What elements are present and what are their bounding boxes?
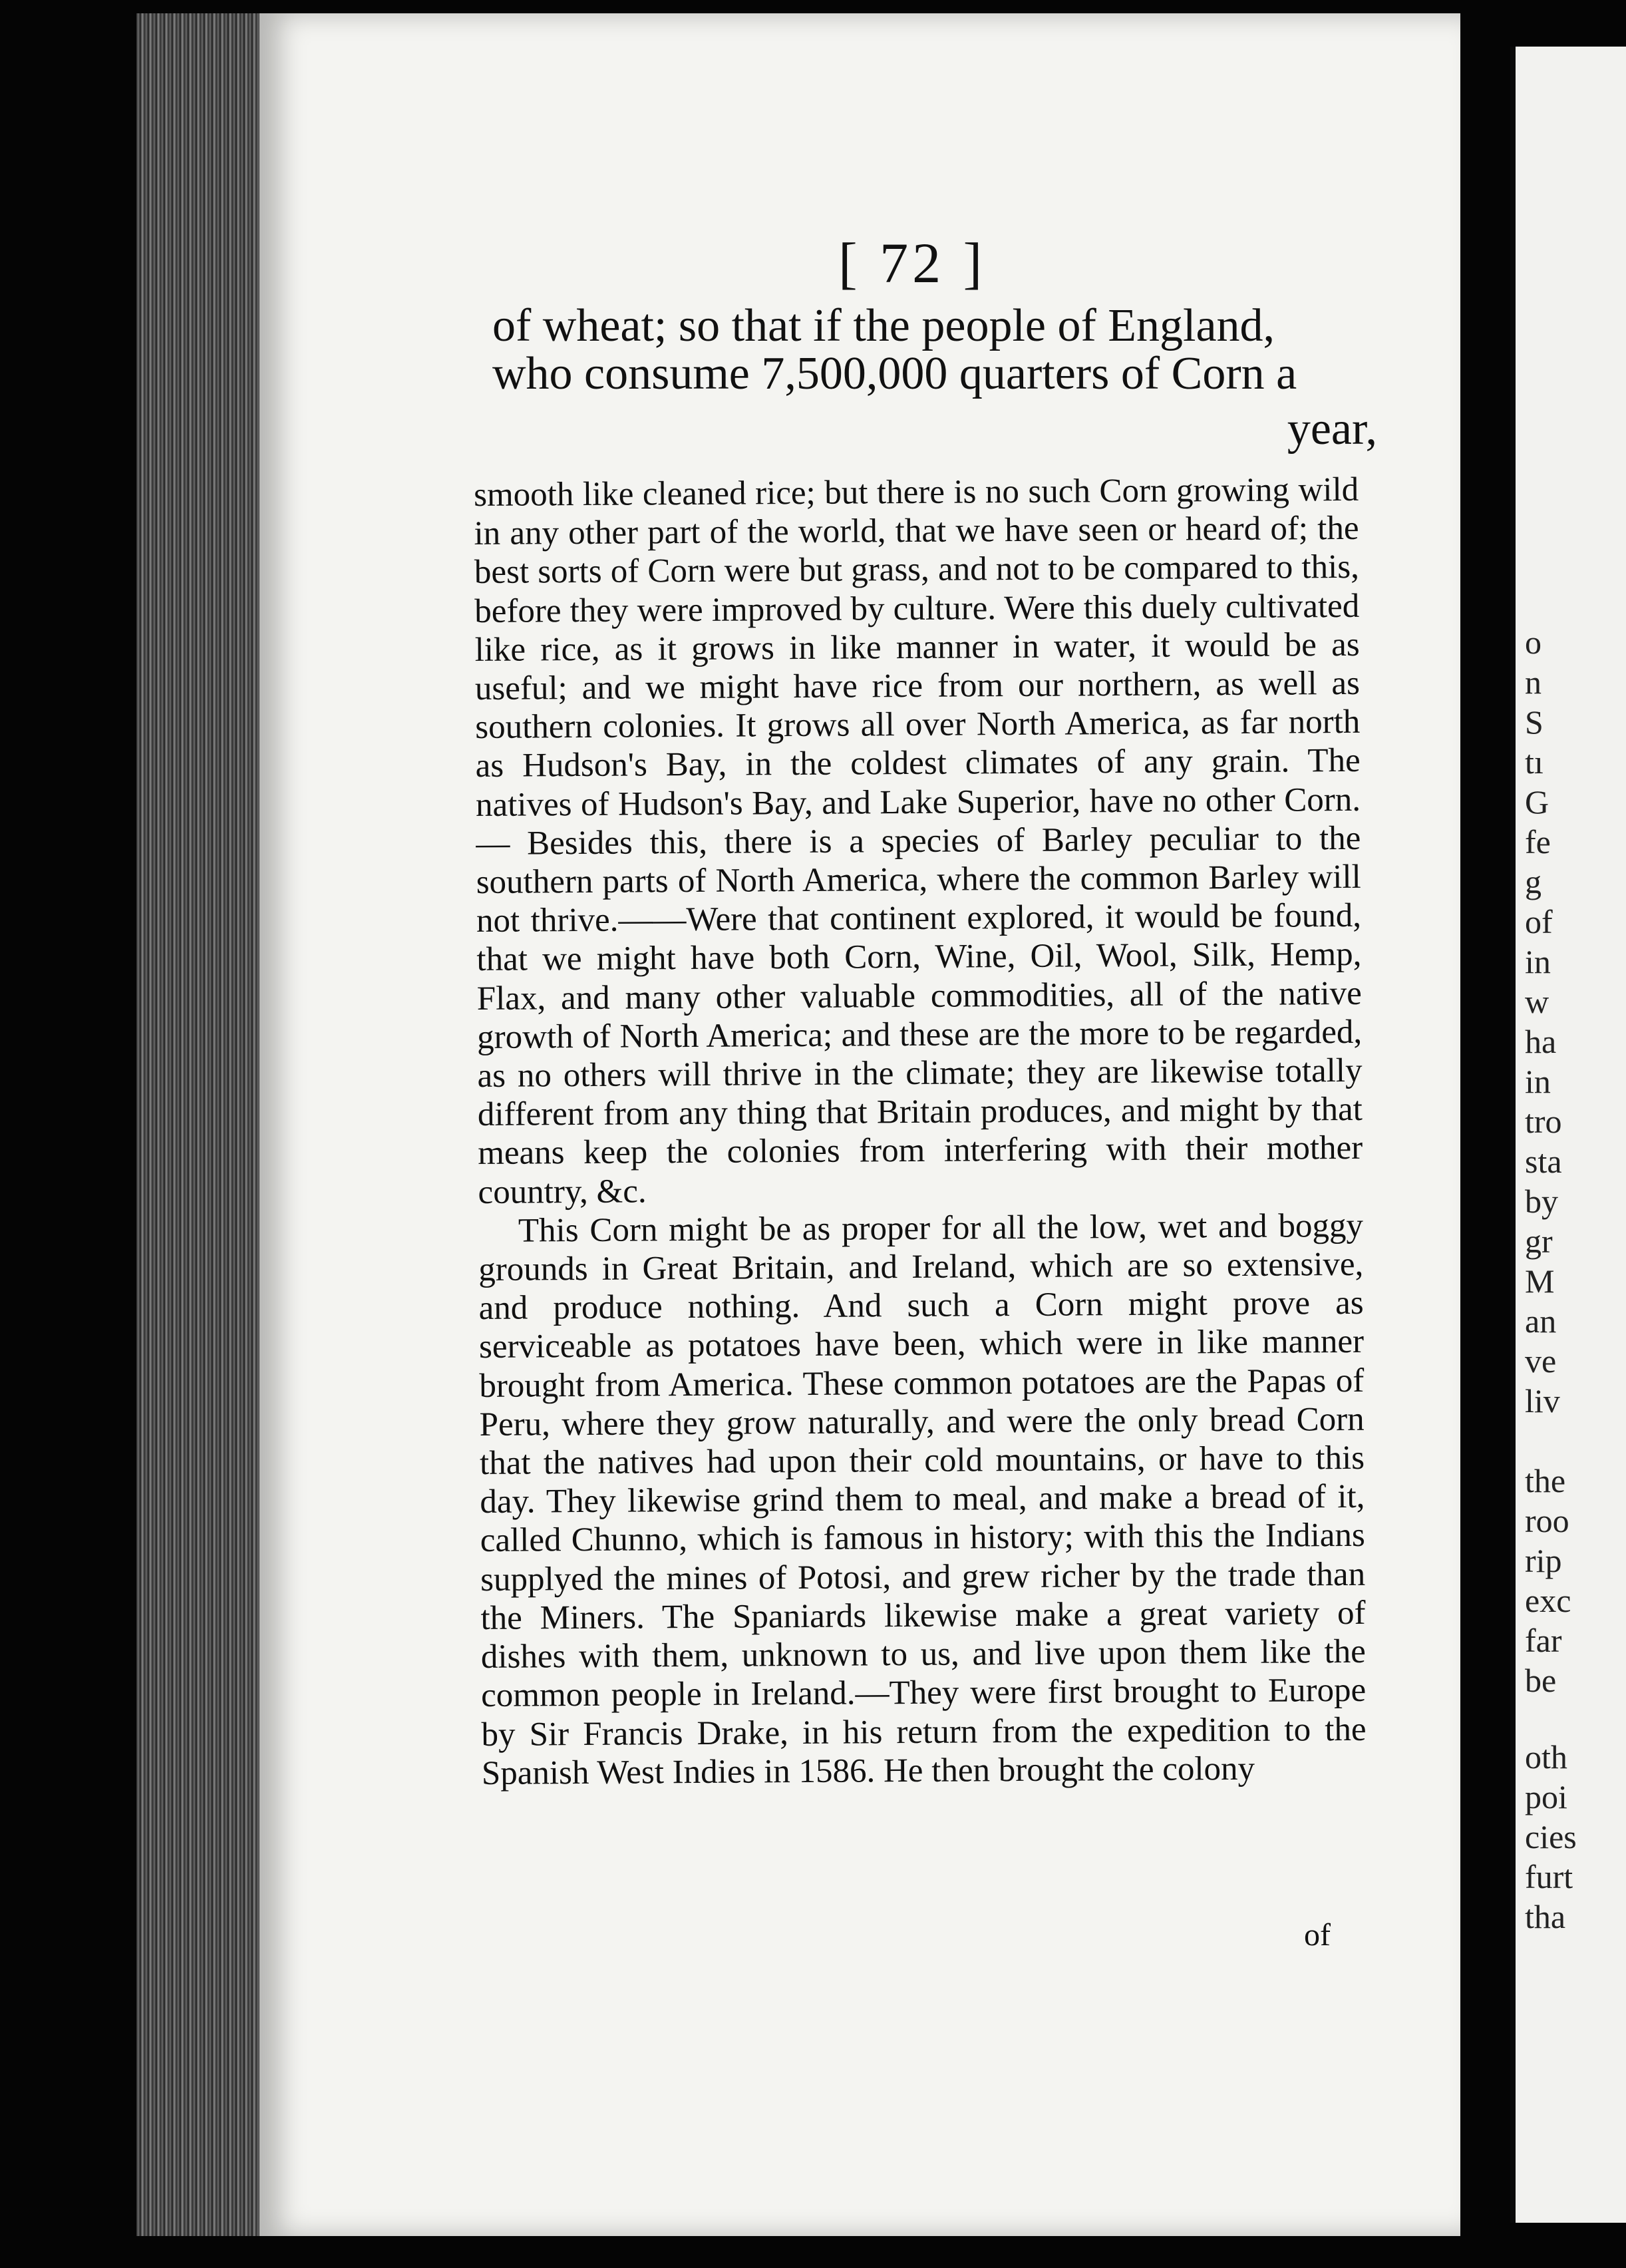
right-fragment: g	[1525, 863, 1542, 900]
right-fragment: rip	[1525, 1542, 1562, 1579]
right-fragment: of	[1525, 903, 1553, 940]
lead-line-3: year,	[1287, 403, 1377, 455]
right-fragment: tro	[1525, 1103, 1562, 1140]
right-fragment: sta	[1525, 1143, 1562, 1180]
right-fragment: liv	[1525, 1382, 1560, 1419]
right-fragment: be	[1525, 1662, 1557, 1699]
book-page-edges	[136, 13, 263, 2236]
right-fragment: o	[1525, 624, 1542, 661]
right-fragment: tı	[1525, 743, 1544, 781]
page-number-header: [ 72 ]	[838, 231, 987, 295]
right-fragment: ha	[1525, 1023, 1557, 1060]
right-fragment: in	[1525, 1063, 1551, 1100]
right-fragment: oth	[1525, 1738, 1567, 1776]
right-fragment: fe	[1525, 823, 1551, 860]
lead-line-2: who consume 7,500,000 quarters of Corn a	[492, 348, 1297, 399]
body-text	[474, 471, 1367, 1793]
right-fragment: gr	[1525, 1223, 1553, 1260]
right-fragment: roo	[1525, 1502, 1569, 1539]
right-fragment: exc	[1525, 1582, 1571, 1619]
lead-line-1: of wheat; so that if the people of England,	[492, 300, 1275, 351]
right-fragment: w	[1525, 983, 1549, 1020]
right-fragment: n	[1525, 663, 1542, 701]
right-fragment: by	[1525, 1183, 1558, 1220]
right-fragment: tha	[1525, 1898, 1566, 1935]
right-fragment: in	[1525, 943, 1551, 980]
right-fragment: furt	[1525, 1858, 1573, 1895]
right-fragment: far	[1525, 1622, 1562, 1659]
right-fragment: ve	[1525, 1342, 1557, 1380]
right-fragment: S	[1525, 703, 1544, 741]
right-fragment: M	[1525, 1262, 1555, 1300]
right-fragment: the	[1525, 1462, 1566, 1499]
book-page-right-edge	[1510, 47, 1626, 2223]
right-fragment: G	[1525, 783, 1549, 821]
paragraph-2: This Corn might be as proper for all the low, wet and boggy grounds in Great Britain, and Ireland, which are so extensive, and produce nothing. And such a Corn might prove as serviceable as potatoes have been, which were in like manner brought from America. These common potatoes are the Papas of Peru, where they grow naturally, and were the only bread Corn that the natives had upon their cold mountains, or have to this day. They likewise grind them to meal, and make a bread of it, called Chunno, which is famous in history; with this the Indians supplyed the mines of Potosi, and grew richer by the trade than the Miners. The Spaniards likewise make a great variety of dishes with them, unknown to us, and live upon them like the common people in Ireland.—They were first brought to Europe by Sir Francis Drake, in his return from the expedition to the Spanish West Indies in 1586. He then brought the colony	[478, 1207, 1367, 1792]
right-fragment: poi	[1525, 1778, 1567, 1815]
right-fragment: cies	[1525, 1818, 1577, 1855]
paragraph-1: smooth like cleaned rice; but there is no such Corn growing wild in any other part of the world, that we have seen or heard of; the best sorts of Corn were but grass, and not to be compared to this, before they were improved by culture. Were this duely cultivated like rice, as it grows in like manner in water, it would be as useful; and we might have rice from our northern, as well as southern colonies. It grows all over North America, as far north as Hudson's Bay, in the coldest climates of any grain. The natives of Hudson's Bay, and Lake Superior, have no other Corn.— Besides this, there is a species of Barley peculiar to the southern parts of North America, where the common Barley will not thrive.——Were that continent explored, it would be found, that we might have both Corn, Wine, Oil, Wool, Silk, Hemp, Flax, and many other valuable commodities, all of the native growth of North America; and these are the more to be regarded, as no others will thrive in the climate; they are likewise totally different from any thing that Britain produces, and might by that means keep the colonies from interfering with their mother country, &c.	[474, 471, 1363, 1211]
right-fragment: an	[1525, 1302, 1557, 1340]
catchword: of	[1304, 1917, 1331, 1953]
